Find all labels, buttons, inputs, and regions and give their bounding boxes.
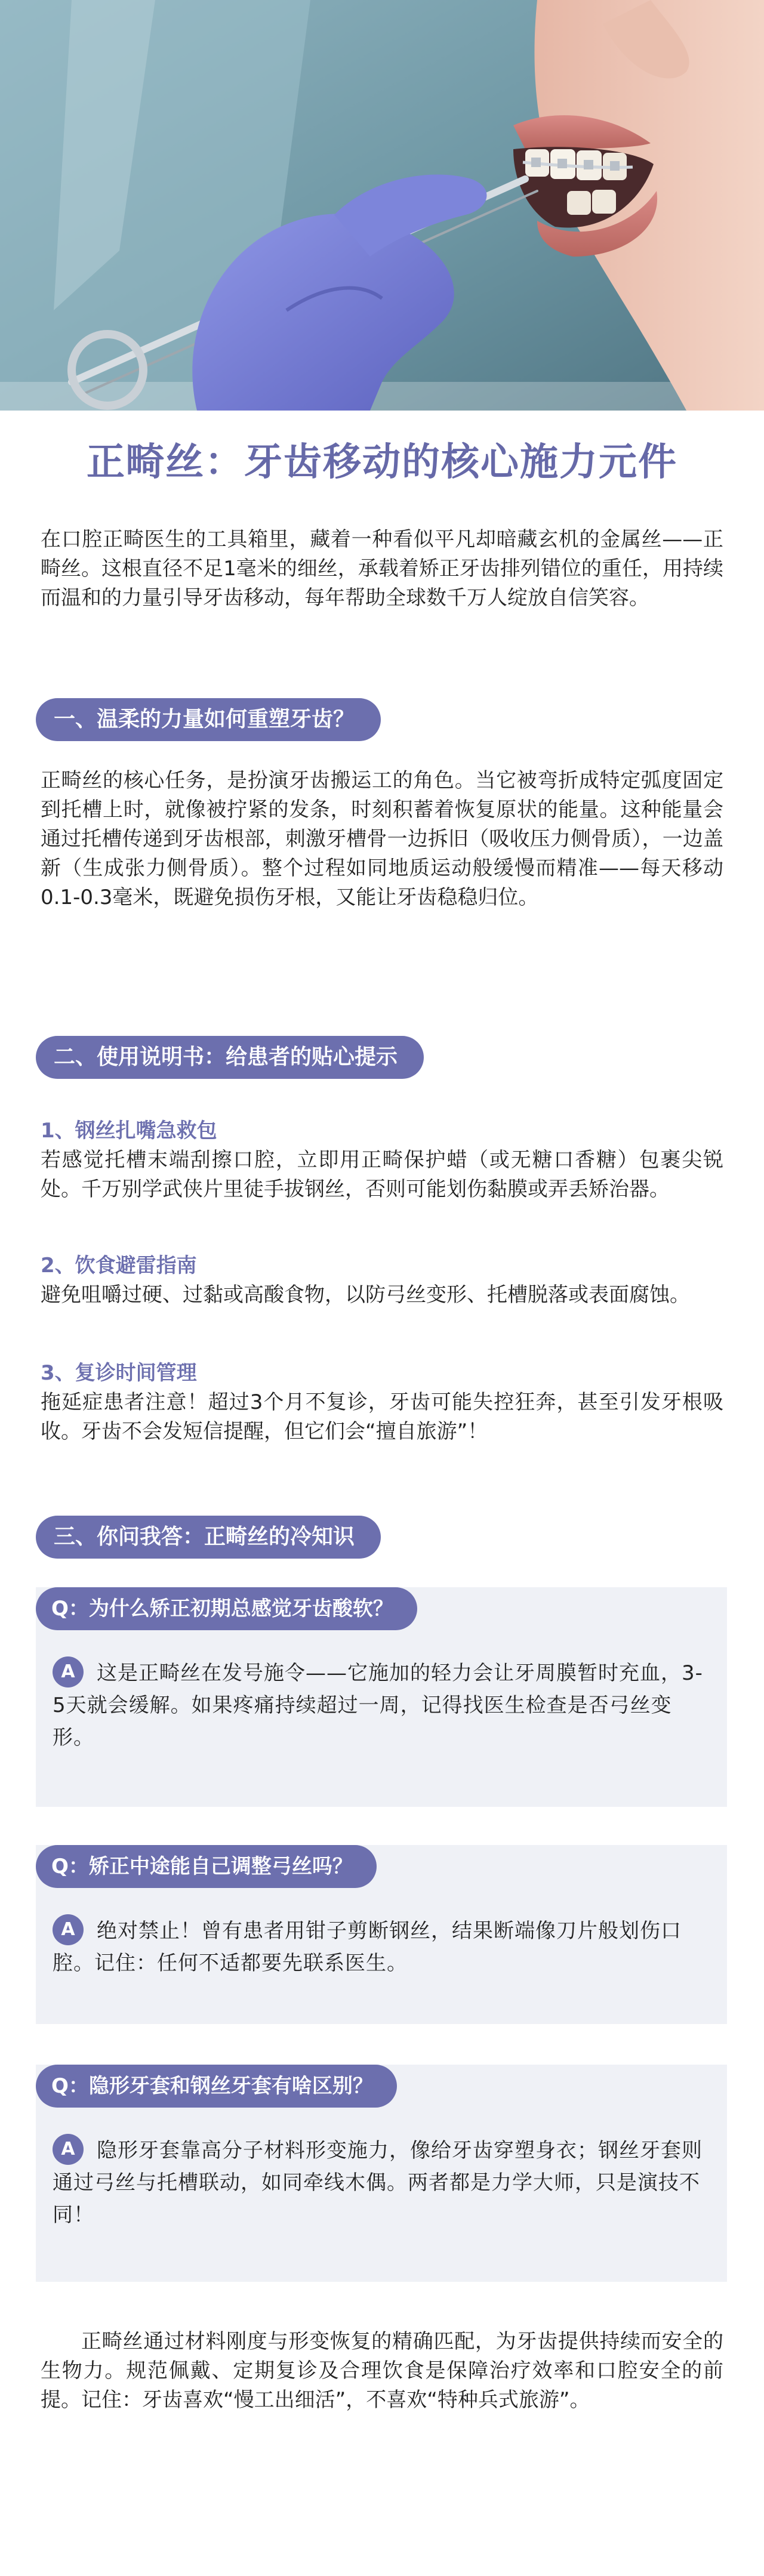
tip-title: 1、钢丝扎嘴急救包	[41, 1119, 217, 1143]
question-label: Q：隐形牙套和钢丝牙套有啥区别？	[36, 2065, 397, 2108]
answer-badge-icon: A	[53, 2134, 84, 2165]
qa-card	[36, 2065, 727, 2282]
hero-image	[0, 0, 764, 411]
page-title: 正畸丝：牙齿移动的核心施力元件	[87, 440, 677, 485]
section3-heading: 三、你问我答：正畸丝的冷知识	[36, 1516, 381, 1559]
conclusion-paragraph: 正畸丝通过材料刚度与形变恢复的精确匹配，为牙齿提供持续而安全的生物力。规范佩戴、定期复诊及合理饮食是保障治疗效率和口腔安全的前提。记住：牙齿喜欢“慢工出细活”，不喜欢“特种兵式旅游”。	[41, 2330, 723, 2412]
answer-text	[53, 2134, 709, 2231]
section1-body: 正畸丝的核心任务，是扮演牙齿搬运工的角色。当它被弯折成特定弧度固定到托槽上时，就像被拧紧的发条，时刻积蓄着恢复原状的能量。这种能量会通过托槽传递到牙齿根部，刺激牙槽骨一边拆旧（吸收压力侧骨质），一边盖新（生成张力侧骨质）。整个过程如同地质运动般缓慢而精准——每天移动0.1-0.3毫米，既避免损伤牙根，又能让牙齿稳稳归位。	[41, 769, 723, 909]
tip-title: 2、饮食避雷指南	[41, 1254, 197, 1278]
tip-body: 避免咀嚼过硬、过黏或高酸食物，以防弓丝变形、托槽脱落或表面腐蚀。	[41, 1283, 690, 1307]
tip-body: 拖延症患者注意！超过3个月不复诊，牙齿可能失控狂奔，甚至引发牙根吸收。牙齿不会发短信提醒，但它们会“擅自旅游”！	[41, 1390, 723, 1443]
question-label: Q：为什么矫正初期总感觉牙齿酸软？	[36, 1587, 417, 1630]
answer-body: 隐形牙套靠高分子材料形变施力，像给牙齿穿塑身衣；钢丝牙套则通过弓丝与托槽联动，如同牵线木偶。两者都是力学大师，只是演技不同！	[53, 2139, 703, 2227]
section1-heading: 一、温柔的力量如何重塑牙齿？	[36, 698, 381, 741]
qa-card	[36, 1845, 727, 2024]
intro-paragraph: 在口腔正畸医生的工具箱里，藏着一种看似平凡却暗藏玄机的金属丝——正畸丝。这根直径不足1毫米的细丝，承载着矫正牙齿排列错位的重任，用持续而温和的力量引导牙齿移动，每年帮助全球数千万人绽放自信笑容。	[41, 527, 723, 610]
tip-body: 若感觉托槽末端刮擦口腔，立即用正畸保护蜡（或无糖口香糖）包裹尖锐处。千万别学武侠片里徒手拔钢丝，否则可能划伤黏膜或弄丢矫治器。	[41, 1148, 723, 1201]
dental-braces-photo	[0, 0, 764, 411]
qa-card	[36, 1587, 727, 1807]
section2-heading: 二、使用说明书：给患者的贴心提示	[36, 1036, 424, 1079]
answer-text	[53, 1656, 709, 1754]
question-label: Q：矫正中途能自己调整弓丝吗？	[36, 1845, 377, 1888]
tip-title: 3、复诊时间管理	[41, 1361, 197, 1385]
answer-body: 绝对禁止！曾有患者用钳子剪断钢丝，结果断端像刀片般划伤口腔。记住：任何不适都要先联系医生。	[53, 1919, 682, 1975]
answer-badge-icon: A	[53, 1914, 84, 1945]
answer-body: 这是正畸丝在发号施令——它施加的轻力会让牙周膜暂时充血，3-5天就会缓解。如果疼痛持续超过一周，记得找医生检查是否弓丝变形。	[53, 1661, 703, 1750]
answer-text	[53, 1914, 709, 1979]
answer-badge-icon: A	[53, 1656, 84, 1687]
